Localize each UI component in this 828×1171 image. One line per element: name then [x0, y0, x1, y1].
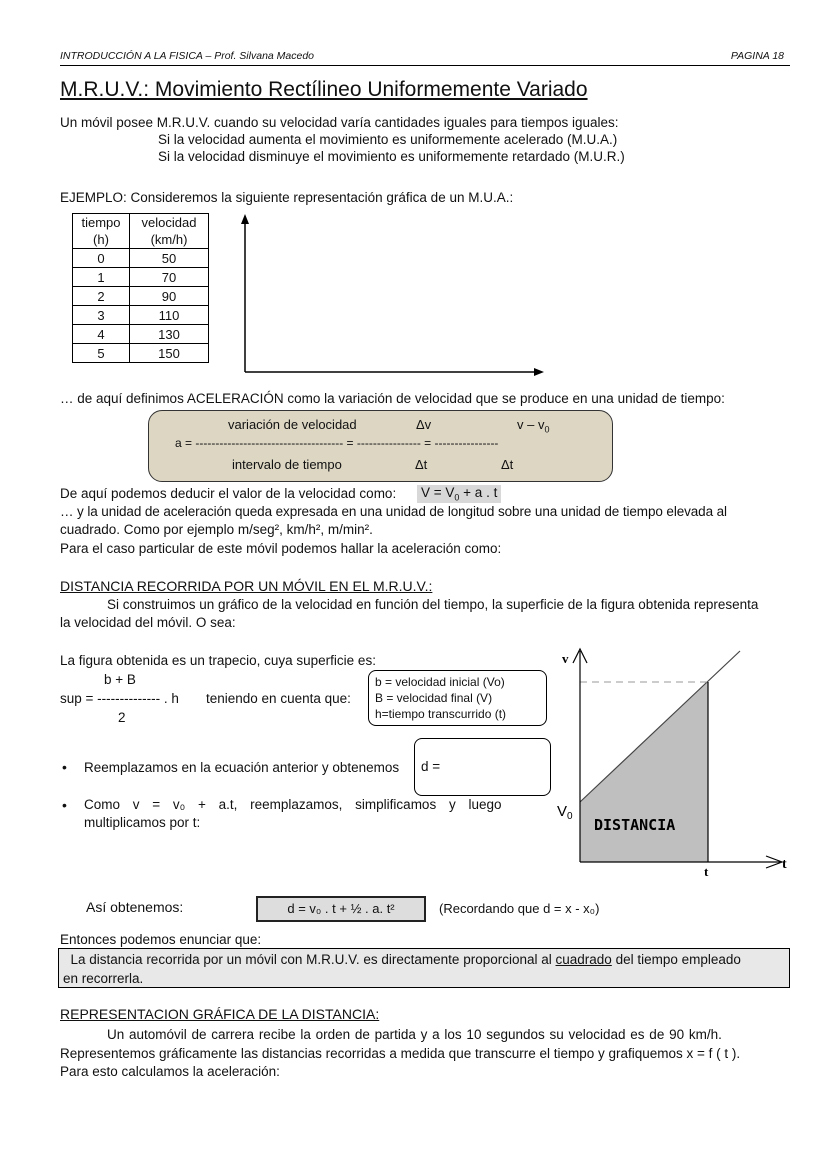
table-header-speed [130, 214, 209, 249]
velocity-time-graph [552, 645, 792, 877]
velocity-formula-sub: 0 [454, 492, 460, 503]
intro-line-2: Si la velocidad aumenta el movimiento es uniformemente acelerado (M.U.A.) [158, 132, 618, 147]
statement-a: La distancia recorrida por un móvil con M.R.U.V. es directamente proporcional al [70, 952, 556, 967]
graphical-p3: Para esto calculamos la aceleración: [60, 1064, 280, 1079]
numerator-delta: Δv [416, 417, 432, 432]
table-row [73, 268, 209, 287]
numerator-v [517, 417, 549, 435]
v-axis-label: v [562, 651, 569, 666]
legend-line: h=tiempo transcurrido (t) [375, 707, 507, 721]
denominator-delta-1: Δt [415, 457, 428, 472]
distance-area [580, 682, 708, 862]
table-cell: 110 [130, 306, 209, 325]
enunciar-text: Entonces podemos enunciar que: [60, 932, 262, 947]
bullet-dot: • [62, 797, 67, 813]
sup-equation: sup = -------------- . h [60, 691, 179, 706]
header-title: INTRODUCCIÓN A LA FISICA – Prof. Silvana Macedo [60, 50, 315, 62]
table-header-row [73, 214, 209, 249]
sup-denominator: 2 [118, 710, 126, 725]
example-text: EJEMPLO: Consideremos la siguiente representación gráfica de un M.U.A.: [60, 190, 514, 205]
numerator-text: variación de velocidad [228, 417, 357, 432]
table-cell: 70 [130, 268, 209, 287]
intro-line-1: Un móvil posee M.R.U.V. cuando su velocidad varía cantidades iguales para tiempos iguales: [60, 115, 619, 130]
acceleration-formula-box [148, 410, 613, 482]
v0-text: V [557, 803, 568, 820]
numerator-v-sub: 0 [544, 424, 550, 435]
asi-text: Así obtenemos: [86, 899, 184, 915]
statement-line-1 [63, 950, 785, 969]
denominator-delta-2: Δt [501, 457, 514, 472]
result-formula: d = v₀ . t + ½ . a. t² [256, 896, 426, 922]
numerator-v-text: v – v [517, 417, 545, 432]
velocity-formula [417, 485, 501, 503]
table-header-time [73, 214, 130, 249]
table-cell: 2 [73, 287, 130, 306]
header-time-label: tiempo [81, 215, 121, 230]
bullet-dot: • [62, 759, 67, 775]
denominator-text: intervalo de tiempo [232, 457, 342, 472]
recordando-text: (Recordando que d = x - x₀) [439, 901, 600, 916]
distance-heading: DISTANCIA RECORRIDA POR UN MÓVIL EN EL M.R.U.V.: [60, 578, 433, 594]
teniendo-text: teniendo en cuenta que: [206, 691, 351, 706]
table-row [73, 306, 209, 325]
accel-intro: … de aquí definimos ACELERACIÓN como la variación de velocidad que se produce en una unidad de tiempo: [60, 391, 725, 406]
t-axis-label: t [782, 857, 787, 872]
header-speed-unit: (km/h) [150, 232, 188, 247]
intro-line-3: Si la velocidad disminuye el movimiento es uniformemente retardado (M.U.R.) [158, 149, 625, 164]
bullet-2-text-a: Como v = v₀ + a.t, reemplazamos, simplificamos y luego [84, 797, 502, 812]
speed-table [72, 213, 209, 363]
table-cell: 1 [73, 268, 130, 287]
x-axis-arrow [534, 368, 544, 376]
d-answer-box [414, 738, 551, 796]
statement-line-2: en recorrerla. [63, 971, 144, 986]
distance-label: DISTANCIA [594, 816, 676, 834]
bullet-1-text: Reemplazamos en la ecuación anterior y obtenemos [84, 760, 400, 775]
deduce-line-2: … y la unidad de aceleración queda expresada en una unidad de longitud sobre una unidad de tiempo elevada al [60, 504, 727, 519]
page-header [60, 50, 790, 66]
legend-line: b = velocidad inicial (Vo) [375, 675, 505, 689]
table-cell: 150 [130, 344, 209, 363]
table-cell: 50 [130, 249, 209, 268]
d-label: d = [421, 759, 441, 774]
table-row [73, 344, 209, 363]
header-time-unit: (h) [93, 232, 109, 247]
table-row [73, 287, 209, 306]
y-axis-arrow [241, 214, 249, 224]
trapezoid-text: La figura obtenida es un trapecio, cuya superficie es: [60, 653, 376, 668]
table-row [73, 249, 209, 268]
legend-line: B = velocidad final (V) [375, 691, 493, 705]
table-cell: 0 [73, 249, 130, 268]
header-speed-label: velocidad [141, 215, 197, 230]
page-title: M.R.U.V.: Movimiento Rectílineo Uniformemente Variado [60, 78, 588, 101]
v0-label [557, 803, 573, 822]
graphical-heading: REPRESENTACION GRÁFICA DE LA DISTANCIA: [60, 1006, 380, 1022]
table-cell: 4 [73, 325, 130, 344]
acceleration-equation: a = ------------------------------------- = ---------------- = ---------------- [175, 436, 499, 450]
statement-box [58, 948, 790, 988]
graphical-p2: Representemos gráficamente las distancias recorridas a medida que transcurre el tiempo y grafiquemos x = f ( t ). [60, 1046, 741, 1061]
table-cell: 90 [130, 287, 209, 306]
deduce-line-4: Para el caso particular de este móvil podemos hallar la aceleración como: [60, 541, 502, 556]
table-row [73, 325, 209, 344]
distance-p1b: la velocidad del móvil. O sea: [60, 615, 236, 630]
statement-underlined: cuadrado [555, 952, 612, 967]
distance-p1a: Si construimos un gráfico de la velocidad en función del tiempo, la superficie de la figura obtenida representa [107, 597, 759, 612]
table-cell: 5 [73, 344, 130, 363]
velocity-formula-a: V = V [421, 485, 455, 500]
legend-box [368, 670, 547, 726]
table-cell: 3 [73, 306, 130, 325]
statement-b: del tiempo empleado [611, 952, 741, 967]
deduce-line-3: cuadrado. Como por ejemplo m/seg², km/h², m/min². [60, 522, 373, 537]
page-number: PAGINA 18 [730, 50, 784, 62]
empty-axes [236, 212, 548, 377]
t-mark-label: t [704, 864, 709, 877]
bullet-2-text-b: multiplicamos por t: [84, 815, 201, 830]
deduce-line-1: De aquí podemos deducir el valor de la velocidad como: [60, 486, 397, 501]
table-cell: 130 [130, 325, 209, 344]
velocity-formula-b: + a . t [459, 485, 498, 500]
v0-sub: 0 [567, 811, 573, 822]
graphical-p1: Un automóvil de carrera recibe la orden de partida y a los 10 segundos su velocidad es de 90 km/h. [107, 1027, 722, 1042]
sup-numerator: b + B [104, 672, 136, 687]
